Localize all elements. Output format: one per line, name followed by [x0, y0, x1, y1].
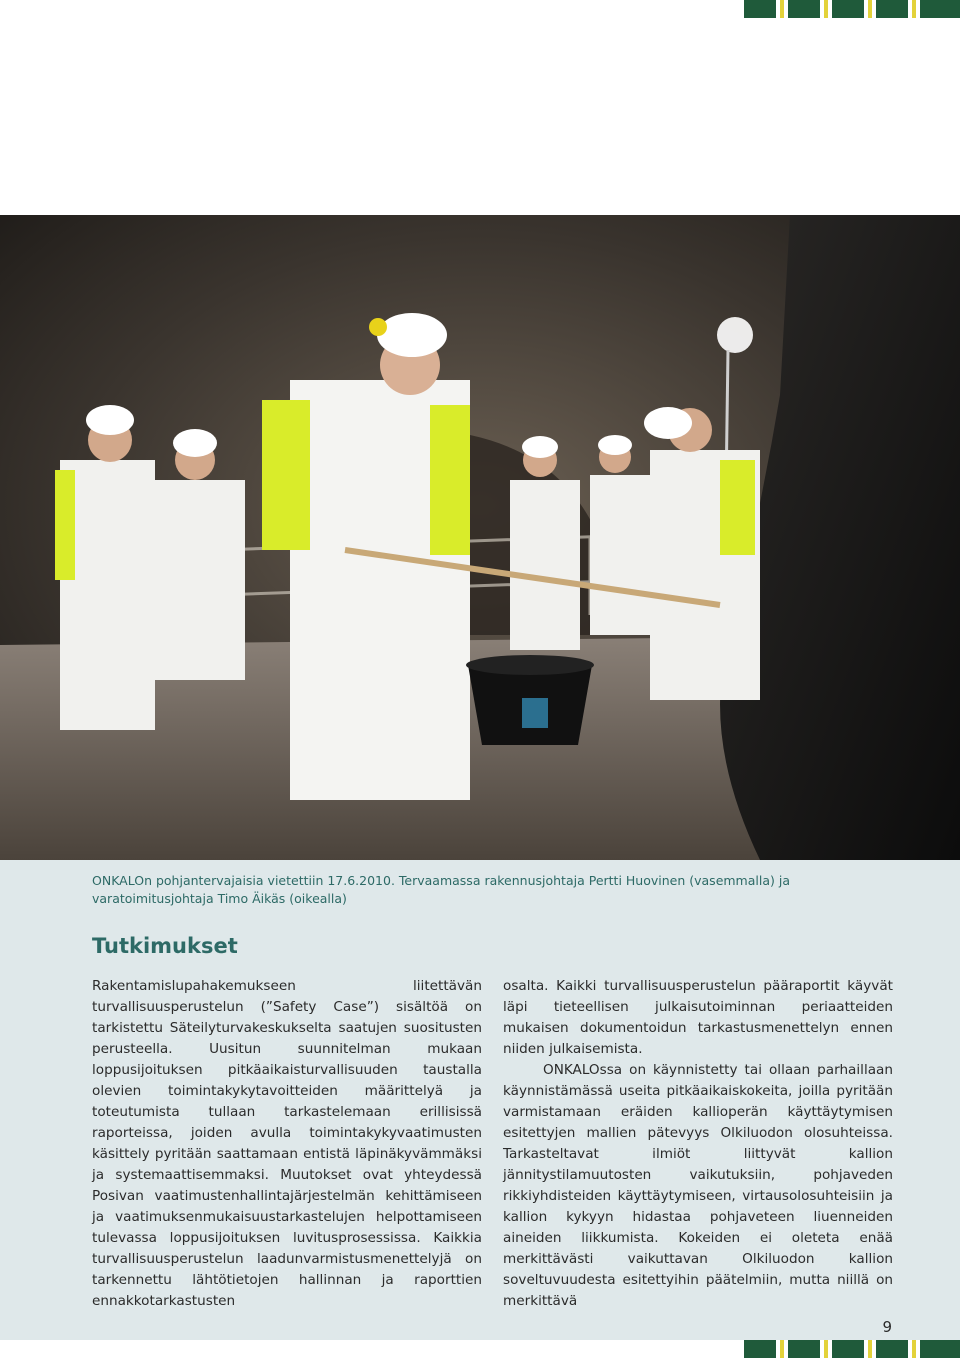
- paragraph: osalta. Kaikki turvallisuusperustelun pääraportit käyvät läpi tieteellisen julkaisutoiminnan periaatteiden mukaisen dokumentoidun tarkastusmenettelyn ennen niiden julkaisemista.: [503, 978, 893, 1057]
- bottom-decor-bar: [740, 1340, 960, 1358]
- photo-illustration: [0, 215, 960, 860]
- top-decor-bar: [740, 0, 960, 18]
- photo-caption: ONKALOn pohjantervajaisia vietettiin 17.6.2010. Tervaamassa rakennusjohtaja Pertti Huovinen (vasemmalla) ja varatoimitusjohtaja Timo Äikäs (oikealla): [92, 873, 790, 906]
- ceremony-photo: [0, 215, 960, 860]
- paragraph: Rakentamislupahakemukseen liitettävän turvallisuusperustelun (”Safety Case”) sisältöä on tarkistettu Säteilyturvakeskukselta saatujen suositusten perusteella. Uusitun suunnitelman mukaan loppusijoituksen pitkäaikaisturvallisuuden taustalla olevien toimintakykytavoitteiden määrittelyä ja toteutumista tullaan tarkastelemaan erillisissä raporteissa, joiden avulla toimintakykyvaatimusten käsittely pyritään saattamaan entistä läpinäkyvämmäksi ja systemaattisemmaksi. Muutokset ovat yhteydessä Posivan vaatimustenhallintajärjestelmän kehittämiseen ja vaatimuksenmukaisuustarkastelujen helpottamiseen tulevassa loppusijoituksen luvitusprosessissa. Kaikkia turvallisuusperustelun laadunvarmistusmenettelyjä on tarkennettu lähtötietojen hallinnan ja raporttien ennakkotarkastusten: [92, 978, 482, 1309]
- text-column-left: [92, 976, 482, 1312]
- section-heading: Tutkimukset: [92, 934, 238, 958]
- text-column-right: [503, 976, 893, 1312]
- paragraph: ONKALOssa on käynnistetty tai ollaan parhaillaan käynnistämässä useita pitkäaikaiskokeita, joilla pyritään varmistamaan eräiden kallioperän käyttäytymisen esitettyjen mallien pätevyys Olkiluodon olosuhteissa. Tarkasteltavat ilmiöt liittyvät kallion jännitystilamuutosten vaikutuksiin, pohjaveden rikkiyhdisteiden käyttäytymiseen, virtausolosuhteisiin ja kallion kykyyn hidastaa pohjaveteen liuenneiden aineiden liikkumista. Kokeiden ei oleteta enää merkittävästi vaikuttavan Olkiluodon kallion soveltuvuudesta esitettyihin päätelmiin, mutta niillä on merkittävä: [503, 1062, 893, 1309]
- page-number: 9: [882, 1318, 892, 1336]
